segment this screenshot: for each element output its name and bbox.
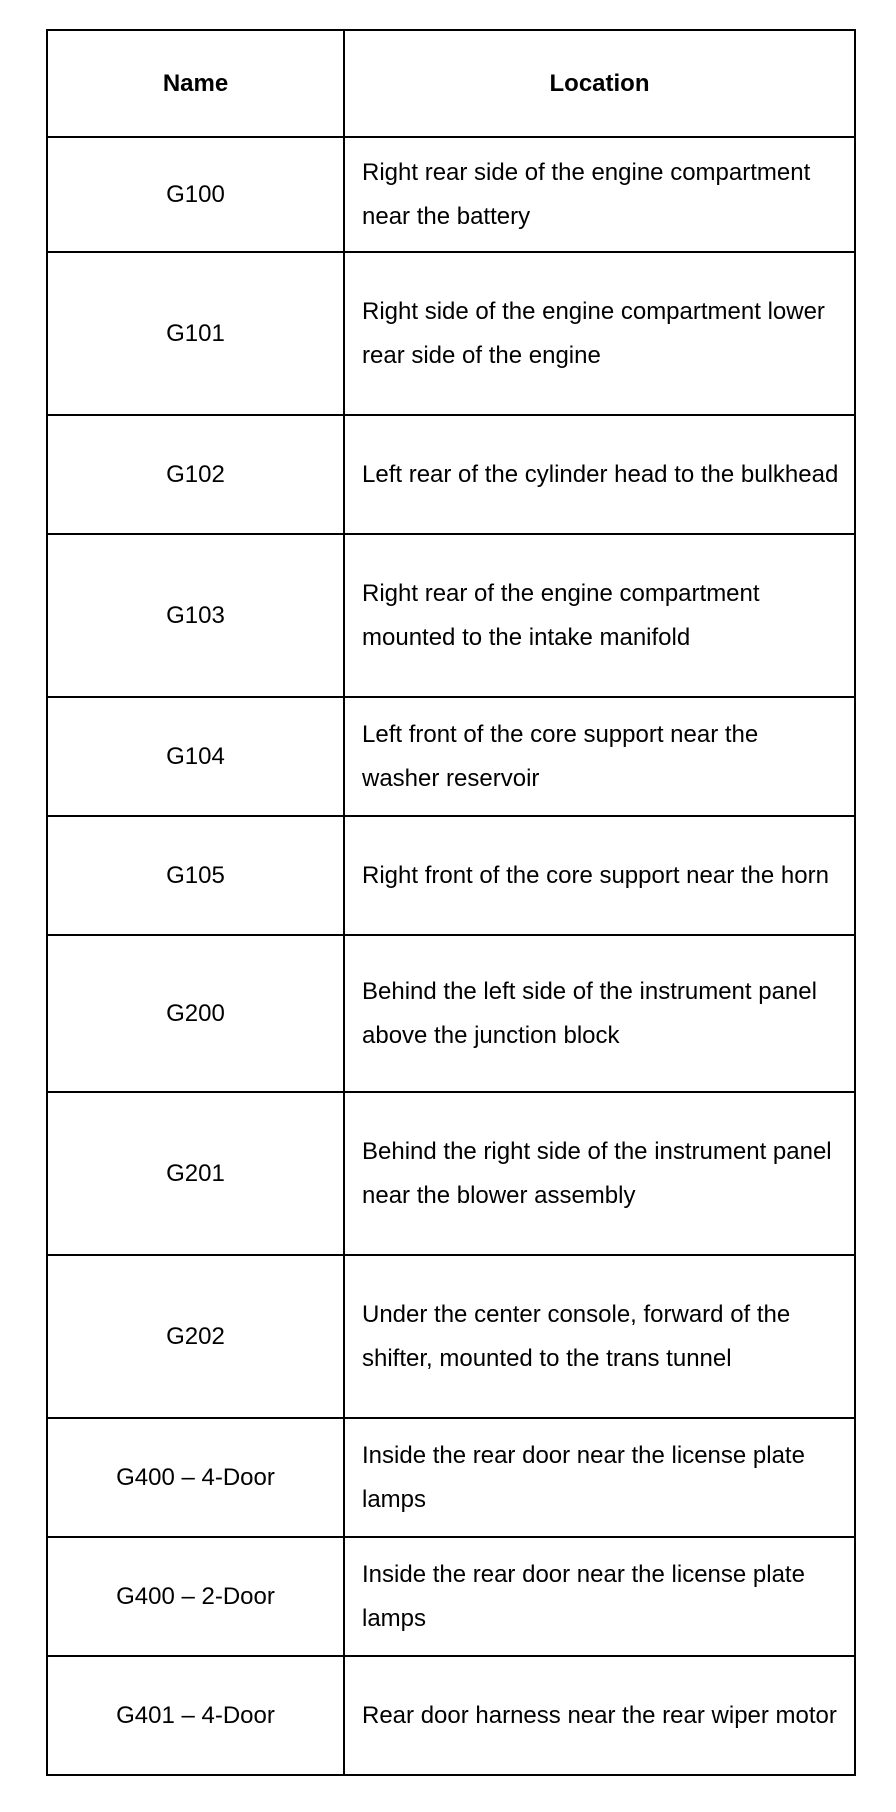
ground-location: Inside the rear door near the license plate lamps (344, 1418, 855, 1537)
table-row (47, 1656, 855, 1775)
ground-location: Rear door harness near the rear wiper motor (344, 1656, 855, 1775)
ground-name: G201 (47, 1092, 344, 1255)
ground-name: G200 (47, 935, 344, 1092)
table-row (47, 697, 855, 816)
table-row (47, 935, 855, 1092)
ground-locations-table (46, 29, 856, 1776)
ground-name: G401 – 4-Door (47, 1656, 344, 1775)
table-row (47, 1092, 855, 1255)
ground-name: G104 (47, 697, 344, 816)
table-row (47, 1537, 855, 1656)
ground-name: G202 (47, 1255, 344, 1418)
ground-name: G400 – 2-Door (47, 1537, 344, 1656)
ground-name: G100 (47, 137, 344, 252)
table-row (47, 415, 855, 534)
table-row (47, 252, 855, 415)
ground-location: Behind the right side of the instrument panel near the blower assembly (344, 1092, 855, 1255)
ground-location: Left rear of the cylinder head to the bulkhead (344, 415, 855, 534)
table-row (47, 1418, 855, 1537)
ground-name: G102 (47, 415, 344, 534)
ground-name: G105 (47, 816, 344, 935)
ground-location: Left front of the core support near the washer reservoir (344, 697, 855, 816)
header-row (47, 30, 855, 137)
ground-location: Inside the rear door near the license plate lamps (344, 1537, 855, 1656)
ground-location: Right rear side of the engine compartment near the battery (344, 137, 855, 252)
ground-location: Right side of the engine compartment lower rear side of the engine (344, 252, 855, 415)
ground-location: Right rear of the engine compartment mounted to the intake manifold (344, 534, 855, 697)
table-row (47, 534, 855, 697)
column-header-location: Location (344, 30, 855, 137)
ground-location: Behind the left side of the instrument panel above the junction block (344, 935, 855, 1092)
table-row (47, 137, 855, 252)
table-row (47, 816, 855, 935)
column-header-name: Name (47, 30, 344, 137)
table-row (47, 1255, 855, 1418)
ground-location: Right front of the core support near the horn (344, 816, 855, 935)
ground-name: G103 (47, 534, 344, 697)
ground-name: G400 – 4-Door (47, 1418, 344, 1537)
ground-location: Under the center console, forward of the shifter, mounted to the trans tunnel (344, 1255, 855, 1418)
ground-name: G101 (47, 252, 344, 415)
